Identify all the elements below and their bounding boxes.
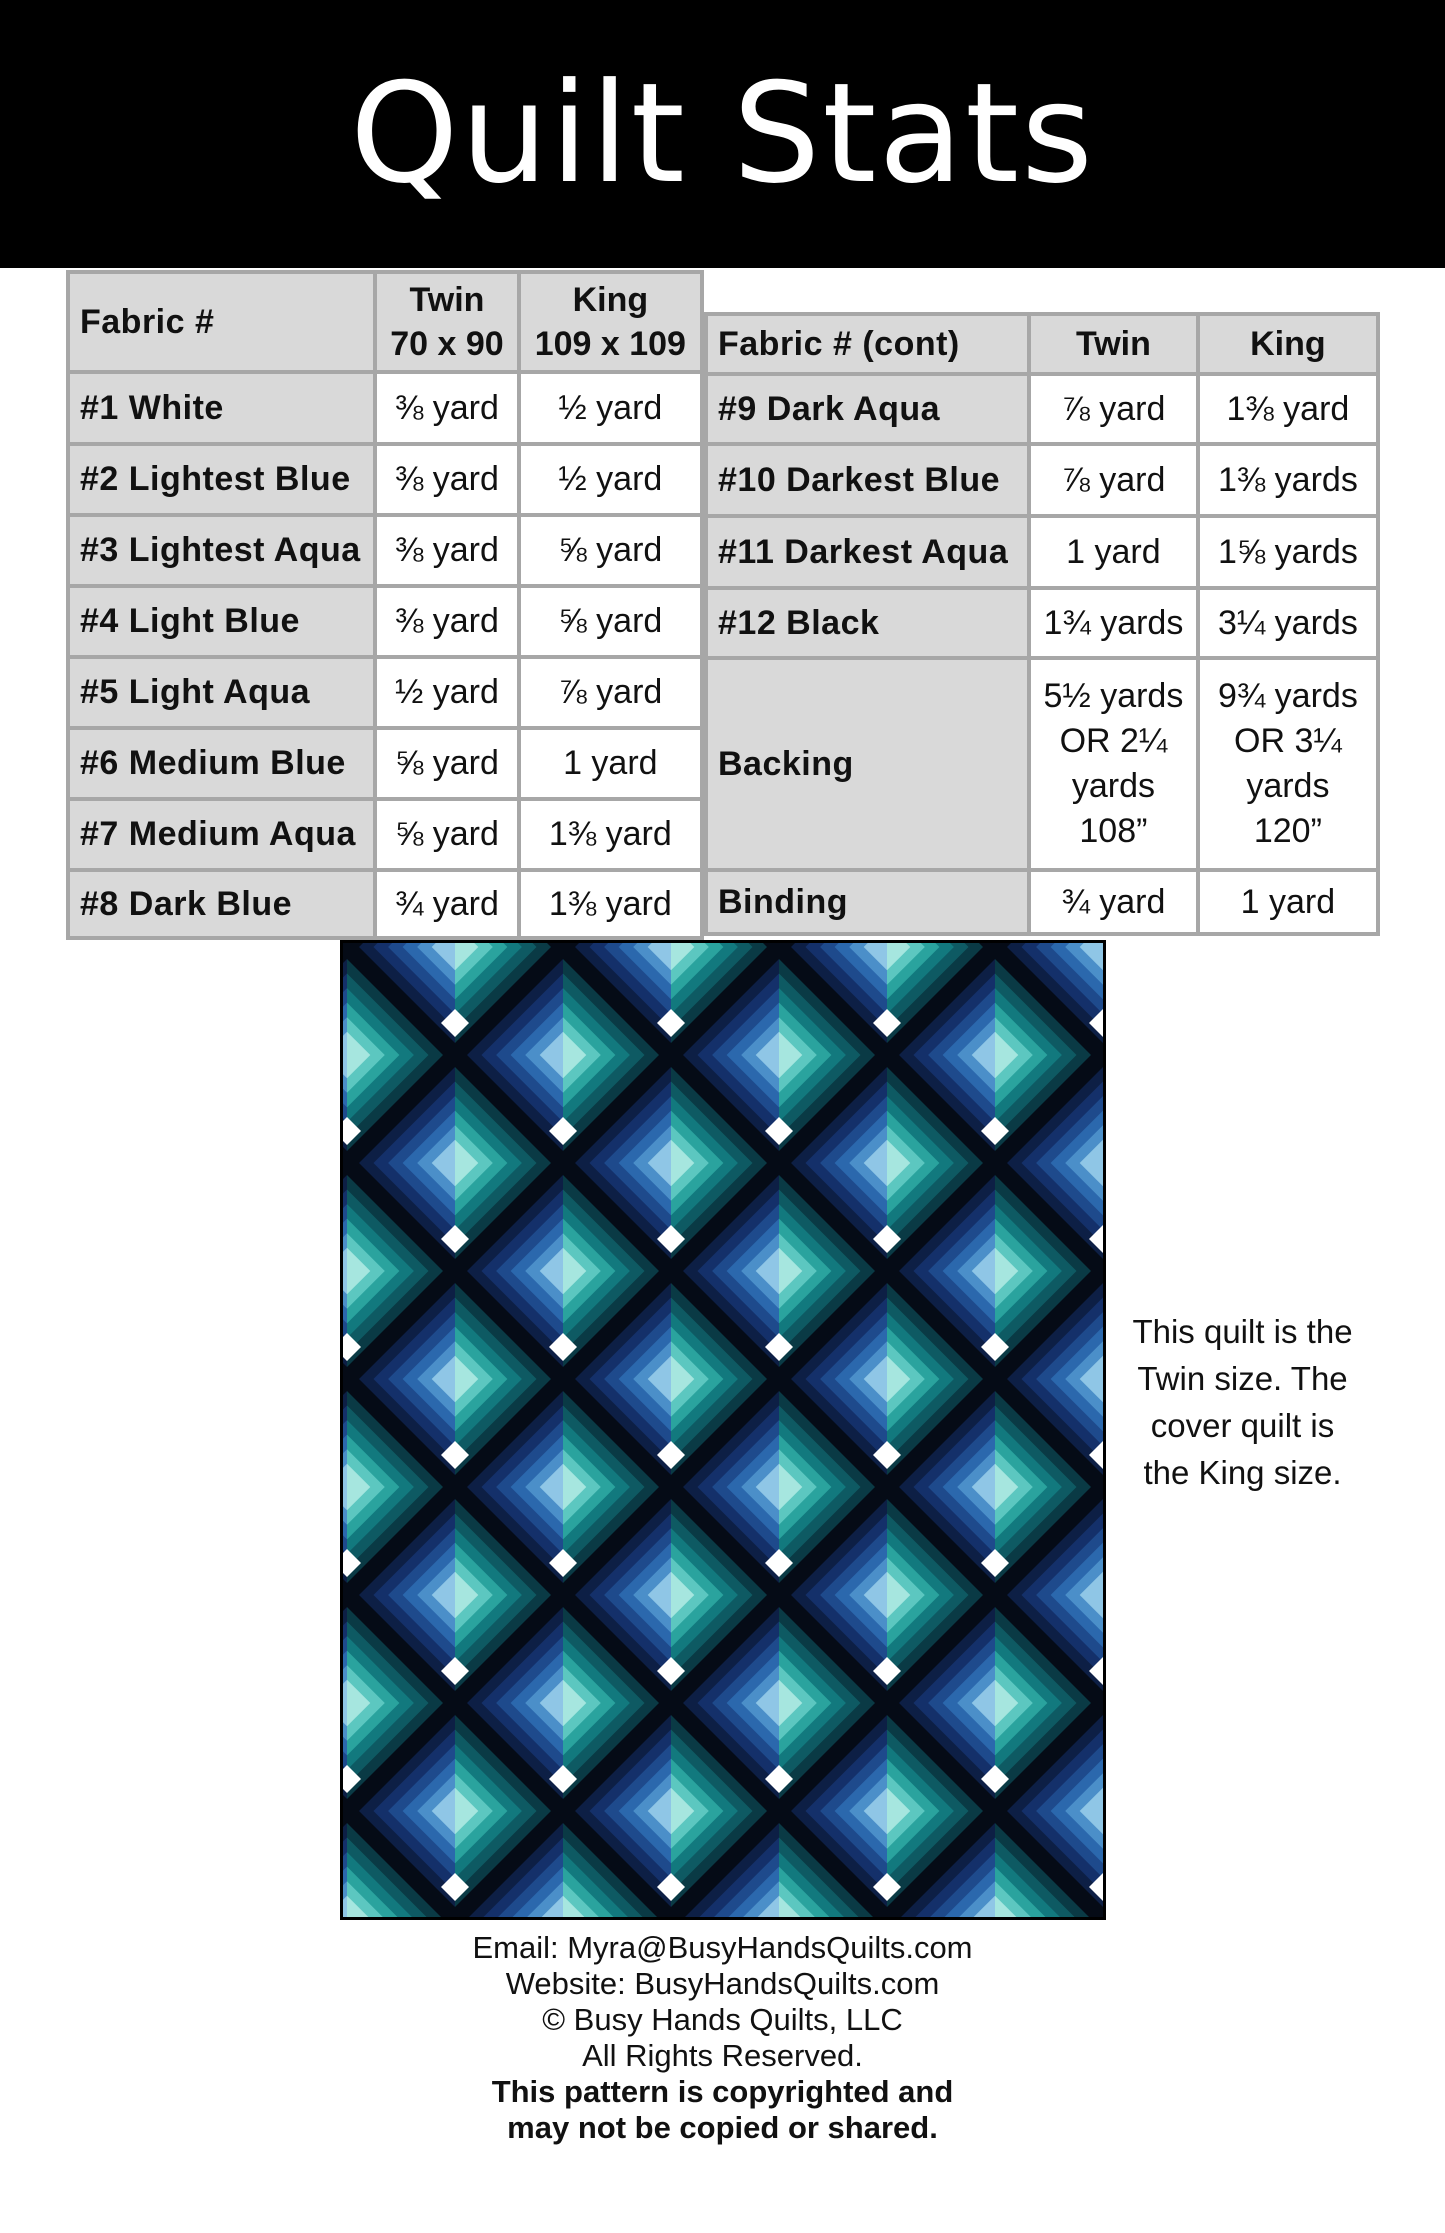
- king-amount: [1198, 658, 1378, 870]
- table-row: [706, 374, 1378, 444]
- footer-rights: All Rights Reserved.: [582, 2038, 863, 2073]
- king-amount: 1 yard: [519, 728, 702, 799]
- twin-amount: ½ yard: [375, 657, 518, 728]
- table-header-row: [68, 272, 702, 372]
- twin-backing-line: 5½ yards: [1043, 677, 1184, 715]
- king-amount: 1⅜ yards: [1198, 444, 1378, 516]
- king-amount: 1 yard: [1198, 870, 1378, 934]
- table-row: [706, 516, 1378, 588]
- table-row: [68, 444, 702, 515]
- fabric-name: #5 Light Aqua: [68, 657, 375, 728]
- twin-backing-line: 108”: [1079, 812, 1148, 850]
- twin-backing-line: OR 2¼: [1059, 722, 1168, 760]
- fabric-name: #10 Darkest Blue: [706, 444, 1029, 516]
- king-backing-line: yards: [1246, 767, 1330, 805]
- king-amount: ½ yard: [519, 372, 702, 444]
- twin-amount: 1 yard: [1029, 516, 1198, 588]
- footer-copyright: © Busy Hands Quilts, LLC: [542, 2002, 903, 2037]
- size-note: [1110, 1308, 1375, 1496]
- twin-amount: [1029, 658, 1198, 870]
- king-amount: ⅞ yard: [519, 657, 702, 728]
- twin-amount: ⅜ yard: [375, 586, 518, 657]
- fabric-name: Binding: [706, 870, 1029, 934]
- footer-warning-1: This pattern is copyrighted and: [491, 2074, 954, 2109]
- king-backing-line: 120”: [1253, 812, 1322, 850]
- fabric-name: #1 White: [68, 372, 375, 444]
- fabric-table-right: [704, 312, 1380, 936]
- fabric-name: #7 Medium Aqua: [68, 799, 375, 870]
- header-king: [519, 272, 702, 372]
- table-row: [706, 658, 1378, 870]
- twin-amount: ⅝ yard: [375, 728, 518, 799]
- twin-amount: ⅞ yard: [1029, 374, 1198, 444]
- table-row: [706, 444, 1378, 516]
- twin-amount: ¾ yard: [1029, 870, 1198, 934]
- footer-email: Email: Myra@BusyHandsQuilts.com: [472, 1930, 973, 1965]
- king-amount: 3¼ yards: [1198, 588, 1378, 658]
- header-king-label: King: [572, 281, 649, 319]
- fabric-name: #11 Darkest Aqua: [706, 516, 1029, 588]
- fabric-name: #6 Medium Blue: [68, 728, 375, 799]
- king-backing-line: OR 3¼: [1234, 722, 1342, 760]
- twin-amount: ⅜ yard: [375, 372, 518, 444]
- header-fabric-label: Fabric #: [80, 302, 215, 341]
- king-amount: 1⅝ yards: [1198, 516, 1378, 588]
- note-line: cover quilt is: [1150, 1407, 1335, 1444]
- footer-website: Website: BusyHandsQuilts.com: [505, 1966, 940, 2001]
- fabric-name: Backing: [706, 658, 1029, 870]
- table-row: [706, 588, 1378, 658]
- header-king: King: [1198, 314, 1378, 374]
- note-line: Twin size. The: [1137, 1360, 1348, 1397]
- twin-amount: ⅜ yard: [375, 515, 518, 586]
- footer-warning-2: may not be copied or shared.: [507, 2110, 938, 2145]
- king-amount: ½ yard: [519, 444, 702, 515]
- fabric-name: #2 Lightest Blue: [68, 444, 375, 515]
- title-banner: [0, 0, 1445, 268]
- king-amount: 1⅜ yard: [1198, 374, 1378, 444]
- fabric-name: #9 Dark Aqua: [706, 374, 1029, 444]
- table-row: [68, 728, 702, 799]
- header-twin: Twin: [1029, 314, 1198, 374]
- king-amount: 1⅜ yard: [519, 799, 702, 870]
- header-twin-size: 70 x 90: [390, 325, 504, 363]
- twin-amount: ⅞ yard: [1029, 444, 1198, 516]
- header-king-size: 109 x 109: [534, 325, 686, 363]
- table-row: [68, 586, 702, 657]
- table-header-row: [706, 314, 1378, 374]
- note-line: the King size.: [1143, 1454, 1342, 1491]
- twin-amount: 1¾ yards: [1029, 588, 1198, 658]
- twin-amount: ⅜ yard: [375, 444, 518, 515]
- twin-amount: ¾ yard: [375, 870, 518, 938]
- twin-backing-line: yards: [1071, 767, 1155, 805]
- fabric-table-left: [66, 270, 704, 940]
- quilt-image: [340, 940, 1106, 1920]
- fabric-name: #4 Light Blue: [68, 586, 375, 657]
- table-row: [68, 515, 702, 586]
- footer: [0, 1930, 1445, 2146]
- king-amount: 1⅜ yard: [519, 870, 702, 938]
- note-line: This quilt is the: [1132, 1313, 1353, 1350]
- header-fabric-cont: Fabric # (cont): [706, 314, 1029, 374]
- table-row: [68, 799, 702, 870]
- quilt-pattern: [343, 943, 1103, 1917]
- twin-amount: ⅝ yard: [375, 799, 518, 870]
- king-amount: ⅝ yard: [519, 515, 702, 586]
- table-row: [68, 870, 702, 938]
- fabric-name: #12 Black: [706, 588, 1029, 658]
- page-title: Quilt Stats: [349, 53, 1096, 214]
- header-twin-label: Twin: [409, 281, 485, 319]
- header-twin: [375, 272, 518, 372]
- fabric-name: #3 Lightest Aqua: [68, 515, 375, 586]
- king-amount: ⅝ yard: [519, 586, 702, 657]
- fabric-name: #8 Dark Blue: [68, 870, 375, 938]
- header-fabric: [68, 272, 375, 372]
- table-row: [68, 372, 702, 444]
- table-row: [68, 657, 702, 728]
- table-row: [706, 870, 1378, 934]
- king-backing-line: 9¾ yards: [1217, 677, 1358, 715]
